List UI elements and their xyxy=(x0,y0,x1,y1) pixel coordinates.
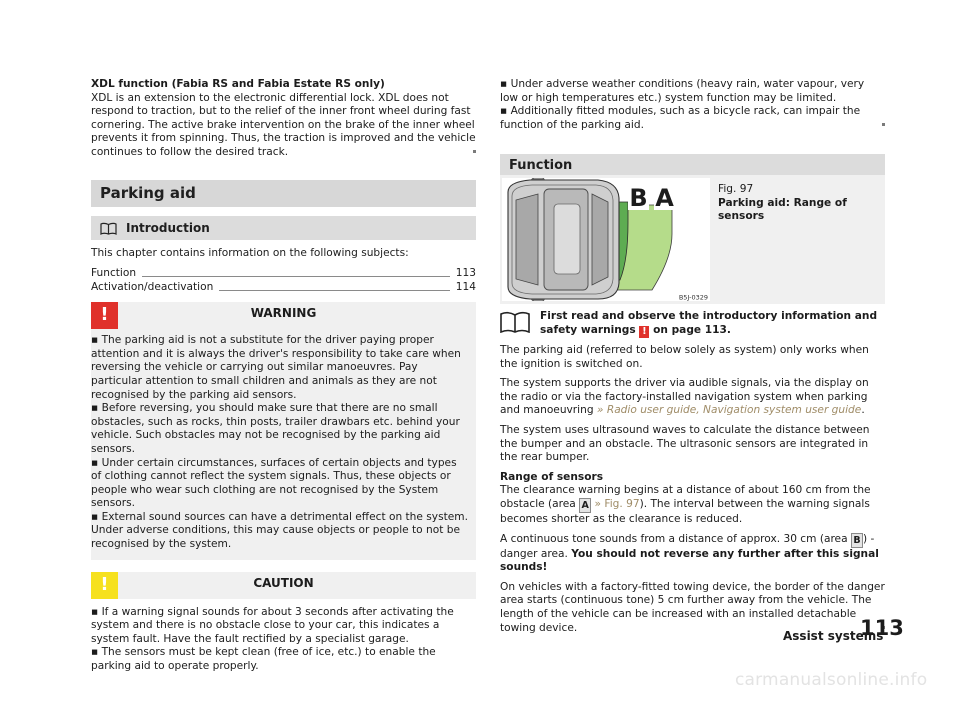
right-bullet: ▪ Under adverse weather conditions (heavy rain, water vapour, very low or high temperatures etc.) system function may be limited. xyxy=(500,78,865,104)
toc-list xyxy=(91,266,476,294)
function-title: Function xyxy=(500,154,885,178)
warning-title: WARNING xyxy=(250,306,317,321)
paragraph-signals-end: . xyxy=(861,404,865,417)
figure-code: B5J-0329 xyxy=(678,293,708,301)
right-column xyxy=(500,78,885,178)
caution-icon: ! xyxy=(91,572,118,599)
area-b-badge: B xyxy=(851,533,863,548)
paragraph-signals xyxy=(500,377,885,418)
paragraph-range-text: The clearance warning begins at a distance of about 160 cm from the obstacle (area xyxy=(500,484,871,510)
area-a-badge: A xyxy=(579,498,591,513)
toc-item-label: Function xyxy=(91,266,137,279)
warning-item: ▪ The parking aid is not a substitute for the driver paying proper attention and it is always the driver's responsibility to take care when reversing the vehicle or carrying out similar manoeuvres. Pay particular attention to small children and animals as they are not recognised by the parking aid sensors. xyxy=(91,334,461,401)
range-title: Range of sensors xyxy=(500,470,604,483)
watermark: carmanualsonline.info xyxy=(735,670,928,690)
paragraph-ignition: The parking aid (referred to below solely as system) only works when the ignition is switched on. xyxy=(500,344,869,370)
figure-caption xyxy=(718,183,885,224)
section-end-icon xyxy=(473,150,476,153)
xdl-text xyxy=(91,92,476,160)
intro-title: Introduction xyxy=(126,220,210,235)
xdl-text-body: XDL is an extension to the electronic differential lock. XDL does not respond to traction, but to the relief of the inner front wheel during fast cornering. The active brake intervention on the brake of the inner wheel prevents it from spinning. Thus, the traction is improved and the vehicle continues to follow the desired track. xyxy=(91,91,476,158)
right-bullet-text: Additionally fitted modules, such as a bicycle rack, can impair the function of the parking aid. xyxy=(500,105,861,131)
warning-item-text: External sound sources can have a detrimental effect on the system. Under adverse conditions, this may cause objects or people to not be recognised by the system. xyxy=(91,510,468,551)
caution-box xyxy=(91,572,476,682)
paragraph-ultrasound: The system uses ultrasound waves to calculate the distance between the bumper and an obstacle. The ultrasonic sensors are integrated in the rear bumper. xyxy=(500,423,870,464)
section-end-icon xyxy=(882,123,885,126)
book-icon xyxy=(100,222,117,235)
warning-icon: ! xyxy=(639,326,649,338)
warning-icon: ! xyxy=(91,302,118,329)
read-note xyxy=(500,310,885,338)
caution-item: ▪ If a warning signal sounds for about 3 seconds after activating the system and there is no obstacle close to your car, this indicates a system fault. Have the fault rectified by a specialist garage. xyxy=(91,605,454,645)
parking-aid-diagram xyxy=(502,178,710,301)
toc-item[interactable] xyxy=(91,280,476,294)
warning-item: ▪ Under certain circumstances, surfaces of certain objects and types of clothing cannot reflect the system signals. Thus, these objects or people who wear such clothing are not recognised by the System sensors. xyxy=(91,456,457,510)
warning-item: ▪ Before reversing, you should make sure that there are no small obstacles, such as rocks, thin posts, trailer drawbars etc. behind your vehicle. Such obstacles may not be recognised by the parking aid sensors. xyxy=(91,402,460,455)
figure-title: Parking aid: Range of sensors xyxy=(718,196,847,223)
warning-item: ▪ External sound sources can have a detrimental effect on the system. Under adverse conditions, this may cause objects or people to not be recognised by the system. xyxy=(91,510,468,551)
caution-header xyxy=(91,572,476,599)
toc-leader xyxy=(219,290,449,291)
paragraph-towing xyxy=(500,581,885,635)
intro-text: This chapter contains information on the following subjects: xyxy=(91,246,409,259)
caution-item-text: The sensors must be kept clean (free of ice, etc.) to enable the parking aid to operate properly. xyxy=(91,646,436,673)
paragraph-tone-mid: ) - danger area. xyxy=(500,532,875,560)
paragraph-range-end: ). The interval between the warning signals becomes shorter as the clearance is reduced. xyxy=(500,497,870,525)
warning-item-text: The parking aid is not a substitute for the driver paying proper attention and it is always the driver's responsibility to take care when reversing the vehicle or carrying out similar manoeuvres. Pay particular attention to small children and animals as they are not recognised by the parking aid sensors. xyxy=(91,334,461,401)
caution-title: CAUTION xyxy=(253,575,314,590)
toc-item-page: 114 xyxy=(455,280,476,293)
zone-a-label: A xyxy=(655,184,674,212)
read-note-link[interactable]: on page 113. xyxy=(653,323,731,336)
figure-number: Fig. 97 xyxy=(718,183,754,195)
zone-b-label: B xyxy=(629,184,648,212)
figure-97 xyxy=(500,175,885,304)
right-bullet-text: Under adverse weather conditions (heavy rain, water vapour, very low or high temperatures etc.) system function may be limited. xyxy=(500,78,865,104)
warning-box xyxy=(91,302,476,560)
section-title-parking-aid: Parking aid xyxy=(91,180,476,207)
paragraph-continuous-tone xyxy=(500,533,885,575)
warning-header xyxy=(91,302,476,329)
toc-item-label: Activation/deactivation xyxy=(91,280,214,293)
paragraph-signals-text: The system supports the driver via audible signals, via the display on the radio or via the factory-installed navigation system when parking and manoeuvring xyxy=(500,377,869,417)
page-number: 113 xyxy=(860,616,904,640)
xdl-title: XDL function (Fabia RS and Fabia Estate RS only) xyxy=(91,78,385,90)
caution-body xyxy=(91,599,476,682)
figure-link[interactable]: » Fig. 97 xyxy=(594,497,640,510)
left-column xyxy=(91,78,476,682)
warning-body xyxy=(91,329,476,560)
read-note-text: First read and observe the introductory information and safety warnings xyxy=(540,310,878,336)
radio-guide-link[interactable]: » Radio user guide, Navigation system user guide xyxy=(596,404,862,417)
book-icon xyxy=(500,311,530,333)
right-column-body xyxy=(500,310,885,635)
paragraph-tone-text: A continuous tone sounds from a distance of approx. 30 cm (area xyxy=(500,532,848,545)
toc-item-page: 113 xyxy=(455,266,476,279)
paragraph-tone-bold: You should not reverse any further after this signal sounds! xyxy=(500,547,879,574)
right-bullet: ▪ Additionally fitted modules, such as a bicycle rack, can impair the function of the parking aid. xyxy=(500,105,885,132)
warning-item-text: Before reversing, you should make sure that there are no small obstacles, such as rocks, thin posts, trailer drawbars etc. behind your vehicle. Such obstacles may not be recognised by the parking aid sensors. xyxy=(91,402,460,455)
paragraph-range xyxy=(500,484,885,526)
footer-chapter-label: Assist systems xyxy=(783,629,884,643)
paragraph-towing-text: On vehicles with a factory-fitted towing device, the border of the danger area starts (continuous tone) 5 cm further away from the vehicle. The length of the vehicle can be increased with an installed detachable towing device. xyxy=(500,580,885,634)
caution-item-text: If a warning signal sounds for about 3 seconds after activating the system and there is no obstacle close to your car, this indicates a system fault. Have the fault rectified by a specialist garage. xyxy=(91,605,454,645)
intro-bar xyxy=(91,216,476,240)
toc-leader xyxy=(142,276,450,277)
toc-item[interactable] xyxy=(91,266,476,280)
warning-item-text: Under certain circumstances, surfaces of certain objects and types of clothing cannot reflect the system signals. Thus, these objects or people who wear such clothing are not recognised by the System sensors. xyxy=(91,456,457,510)
caution-item: ▪ The sensors must be kept clean (free of ice, etc.) to enable the parking aid to operate properly. xyxy=(91,646,436,673)
